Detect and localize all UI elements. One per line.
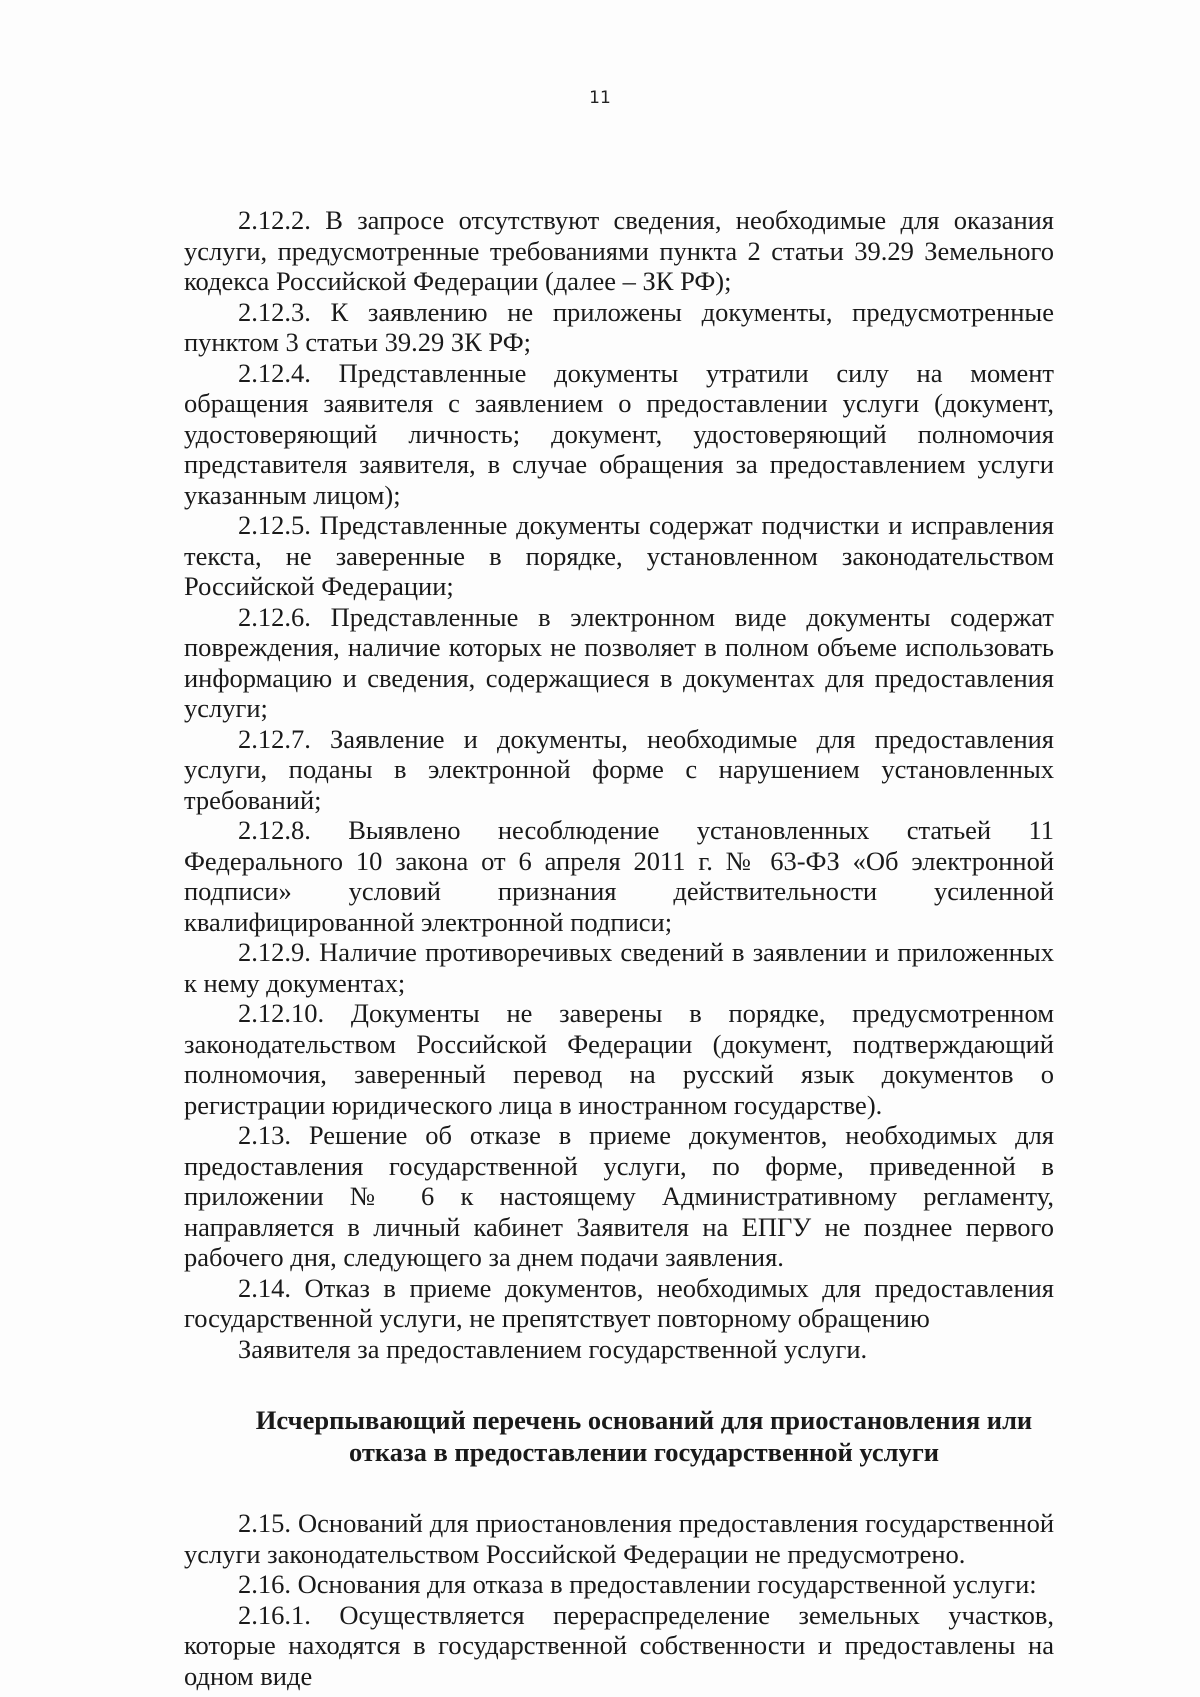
paragraph-2-16-1: 2.16.1. Осуществляется перераспределение земельных участков, которые находятся в государственной собственности и предоставлены на одном виде [184, 1599, 1054, 1691]
paragraph-2-12-9: 2.12.9. Наличие противоречивых сведений в заявлении и приложенных к нему документах; [184, 937, 1054, 998]
paragraph-2-12-3: 2.12.3. К заявлению не приложены документы, предусмотренные пунктом 3 статьи 39.29 ЗК РФ; [184, 296, 1054, 357]
spacer [184, 1364, 1054, 1404]
paragraph-2-12-10: 2.12.10. Документы не заверены в порядке, предусмотренном законодательством Российской Федерации (документ, подтверждающий полномочия, заверенный перевод на русский язык документов о регистрации юридического лица в иностранном государстве). [184, 998, 1054, 1120]
paragraph-2-12-4: 2.12.4. Представленные документы утратили силу на момент обращения заявителя с заявлением о предоставлении услуги (документ, удостоверяющий личность; документ, удостоверяющий полномочия представителя заявителя, в случае обращения за предоставлением услуги указанным лицом); [184, 357, 1054, 510]
paragraph-2-14: 2.14. Отказ в приеме документов, необходимых для предоставления государственной услуги, не препятствует повторному обращению [184, 1272, 1054, 1333]
paragraph-2-12-7: 2.12.7. Заявление и документы, необходимые для предоставления услуги, поданы в электронной форме с нарушением установленных требований; [184, 723, 1054, 815]
paragraph-2-14-continued: Заявителя за предоставлением государственной услуги. [238, 1333, 868, 1364]
document-body [184, 205, 1054, 1691]
paragraph-2-12-6: 2.12.6. Представленные в электронном виде документы содержат повреждения, наличие которых не позволяет в полном объеме использовать информацию и сведения, содержащиеся в документах для предоставления услуги; [184, 601, 1054, 723]
paragraph-2-12-5: 2.12.5. Представленные документы содержат подчистки и исправления текста, не заверенные в порядке, установленном законодательством Российской Федерации; [184, 510, 1054, 601]
paragraph-2-15: 2.15. Оснований для приостановления предоставления государственной услуги законодательством Российской Федерации не предусмотрено. [184, 1508, 1054, 1569]
spacer [184, 1468, 1054, 1508]
paragraph-2-12-8: 2.12.8. Выявлено несоблюдение установленных статьей 11 Федерального 10 закона от 6 апреля 2011 г. № 63-ФЗ «Об электронной подписи» условий признания действительности усиленной квалифицированной электронной подписи; [184, 815, 1054, 937]
paragraph-2-16: 2.16. Основания для отказа в предоставлении государственной услуги: [238, 1569, 1037, 1599]
section-heading-line-1: Исчерпывающий перечень оснований для приостановления или [255, 1405, 1033, 1435]
paragraph-2-12-2: 2.12.2. В запросе отсутствуют сведения, необходимые для оказания услуги, предусмотренные требованиями пункта 2 статьи 39.29 Земельного кодекса Российской Федерации (далее – ЗК РФ); [184, 205, 1054, 296]
paragraph-2-13: 2.13. Решение об отказе в приеме документов, необходимых для предоставления государственной услуги, по форме, приведенной в приложении № 6 к настоящему Административному регламенту, направляется в личный кабинет Заявителя на ЕПГУ не позднее первого рабочего дня, следующего за днем подачи заявления. [184, 1120, 1054, 1272]
page-number: 11 [589, 88, 611, 108]
section-heading-line-2: отказа в предоставлении государственной услуги [348, 1437, 940, 1467]
